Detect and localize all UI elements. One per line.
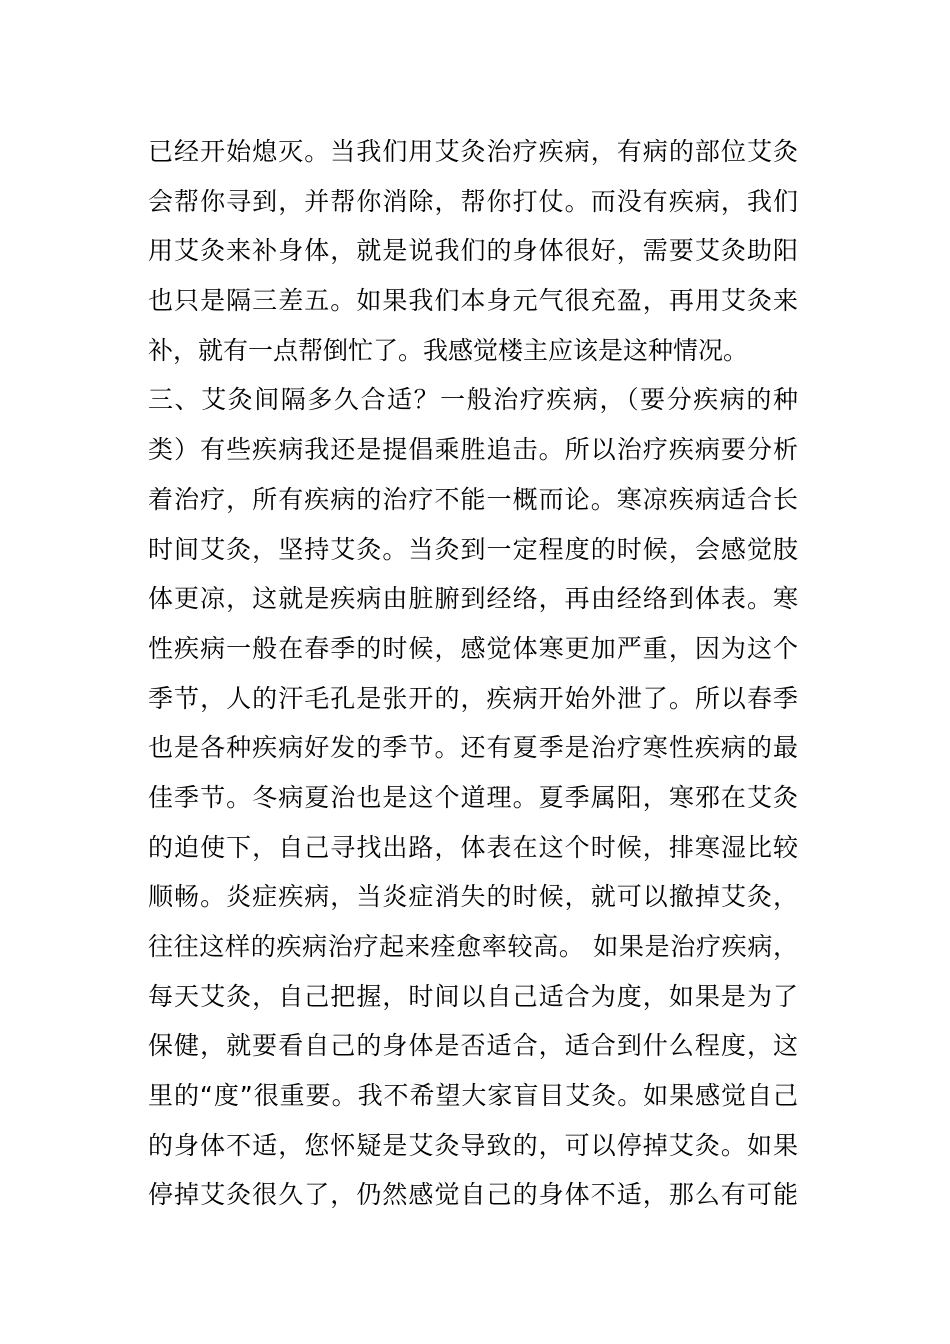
text-line: 补，就有一点帮倒忙了。我感觉楼主应该是这种情况。 bbox=[148, 335, 749, 365]
text-line: 已经开始熄灭。当我们用艾灸治疗疾病，有病的部位艾灸 bbox=[148, 137, 798, 166]
text-line: 里的“度”很重要。我不希望大家盲目艾灸。如果感觉自己 bbox=[148, 1081, 798, 1111]
text-line: 性疾病一般在春季的时候，感觉体寒更加严重，因为这个 bbox=[148, 633, 798, 663]
text-line: 的迫使下，自己寻找出路，体表在这个时候，排寒湿比较 bbox=[148, 832, 798, 862]
text-line: 会帮你寻到，并帮你消除，帮你打仗。而没有疾病，我们 bbox=[148, 186, 798, 216]
text-line: 季节，人的汗毛孔是张开的，疾病开始外泄了。所以春季 bbox=[148, 683, 798, 713]
text-line: 停掉艾灸很久了，仍然感觉自己的身体不适，那么有可能 bbox=[148, 1180, 798, 1210]
text-line: 也只是隔三差五。如果我们本身元气很充盈，再用艾灸来 bbox=[148, 286, 798, 316]
text-line: 的身体不适，您怀疑是艾灸导致的，可以停掉艾灸。如果 bbox=[148, 1130, 798, 1160]
text-line: 顺畅。炎症疾病，当炎症消失的时候，就可以撤掉艾灸， bbox=[148, 882, 798, 912]
text-line: 用艾灸来补身体，就是说我们的身体很好，需要艾灸助阳 bbox=[148, 236, 798, 266]
text-line: 也是各种疾病好发的季节。还有夏季是治疗寒性疾病的最 bbox=[148, 733, 798, 763]
text-line: 佳季节。冬病夏治也是这个道理。夏季属阳，寒邪在艾灸 bbox=[148, 782, 798, 812]
text-line: 三、艾灸间隔多久合适？一般治疗疾病，（要分疾病的种 bbox=[148, 385, 798, 415]
body-text bbox=[148, 127, 798, 1220]
text-line: 往往这样的疾病治疗起来痊愈率较高。 如果是治疗疾病， bbox=[148, 932, 798, 961]
text-line: 时间艾灸，坚持艾灸。当灸到一定程度的时候，会感觉肢 bbox=[148, 534, 798, 564]
text-line: 着治疗，所有疾病的治疗不能一概而论。寒凉疾病适合长 bbox=[148, 484, 798, 514]
text-line: 每天艾灸，自己把握，时间以自己适合为度，如果是为了 bbox=[148, 981, 798, 1011]
text-line: 类）有些疾病我还是提倡乘胜追击。所以治疗疾病要分析 bbox=[148, 435, 798, 465]
text-line: 保健，就要看自己的身体是否适合，适合到什么程度，这 bbox=[148, 1031, 798, 1061]
text-line: 体更凉，这就是疾病由脏腑到经络，再由经络到体表。寒 bbox=[148, 584, 798, 614]
